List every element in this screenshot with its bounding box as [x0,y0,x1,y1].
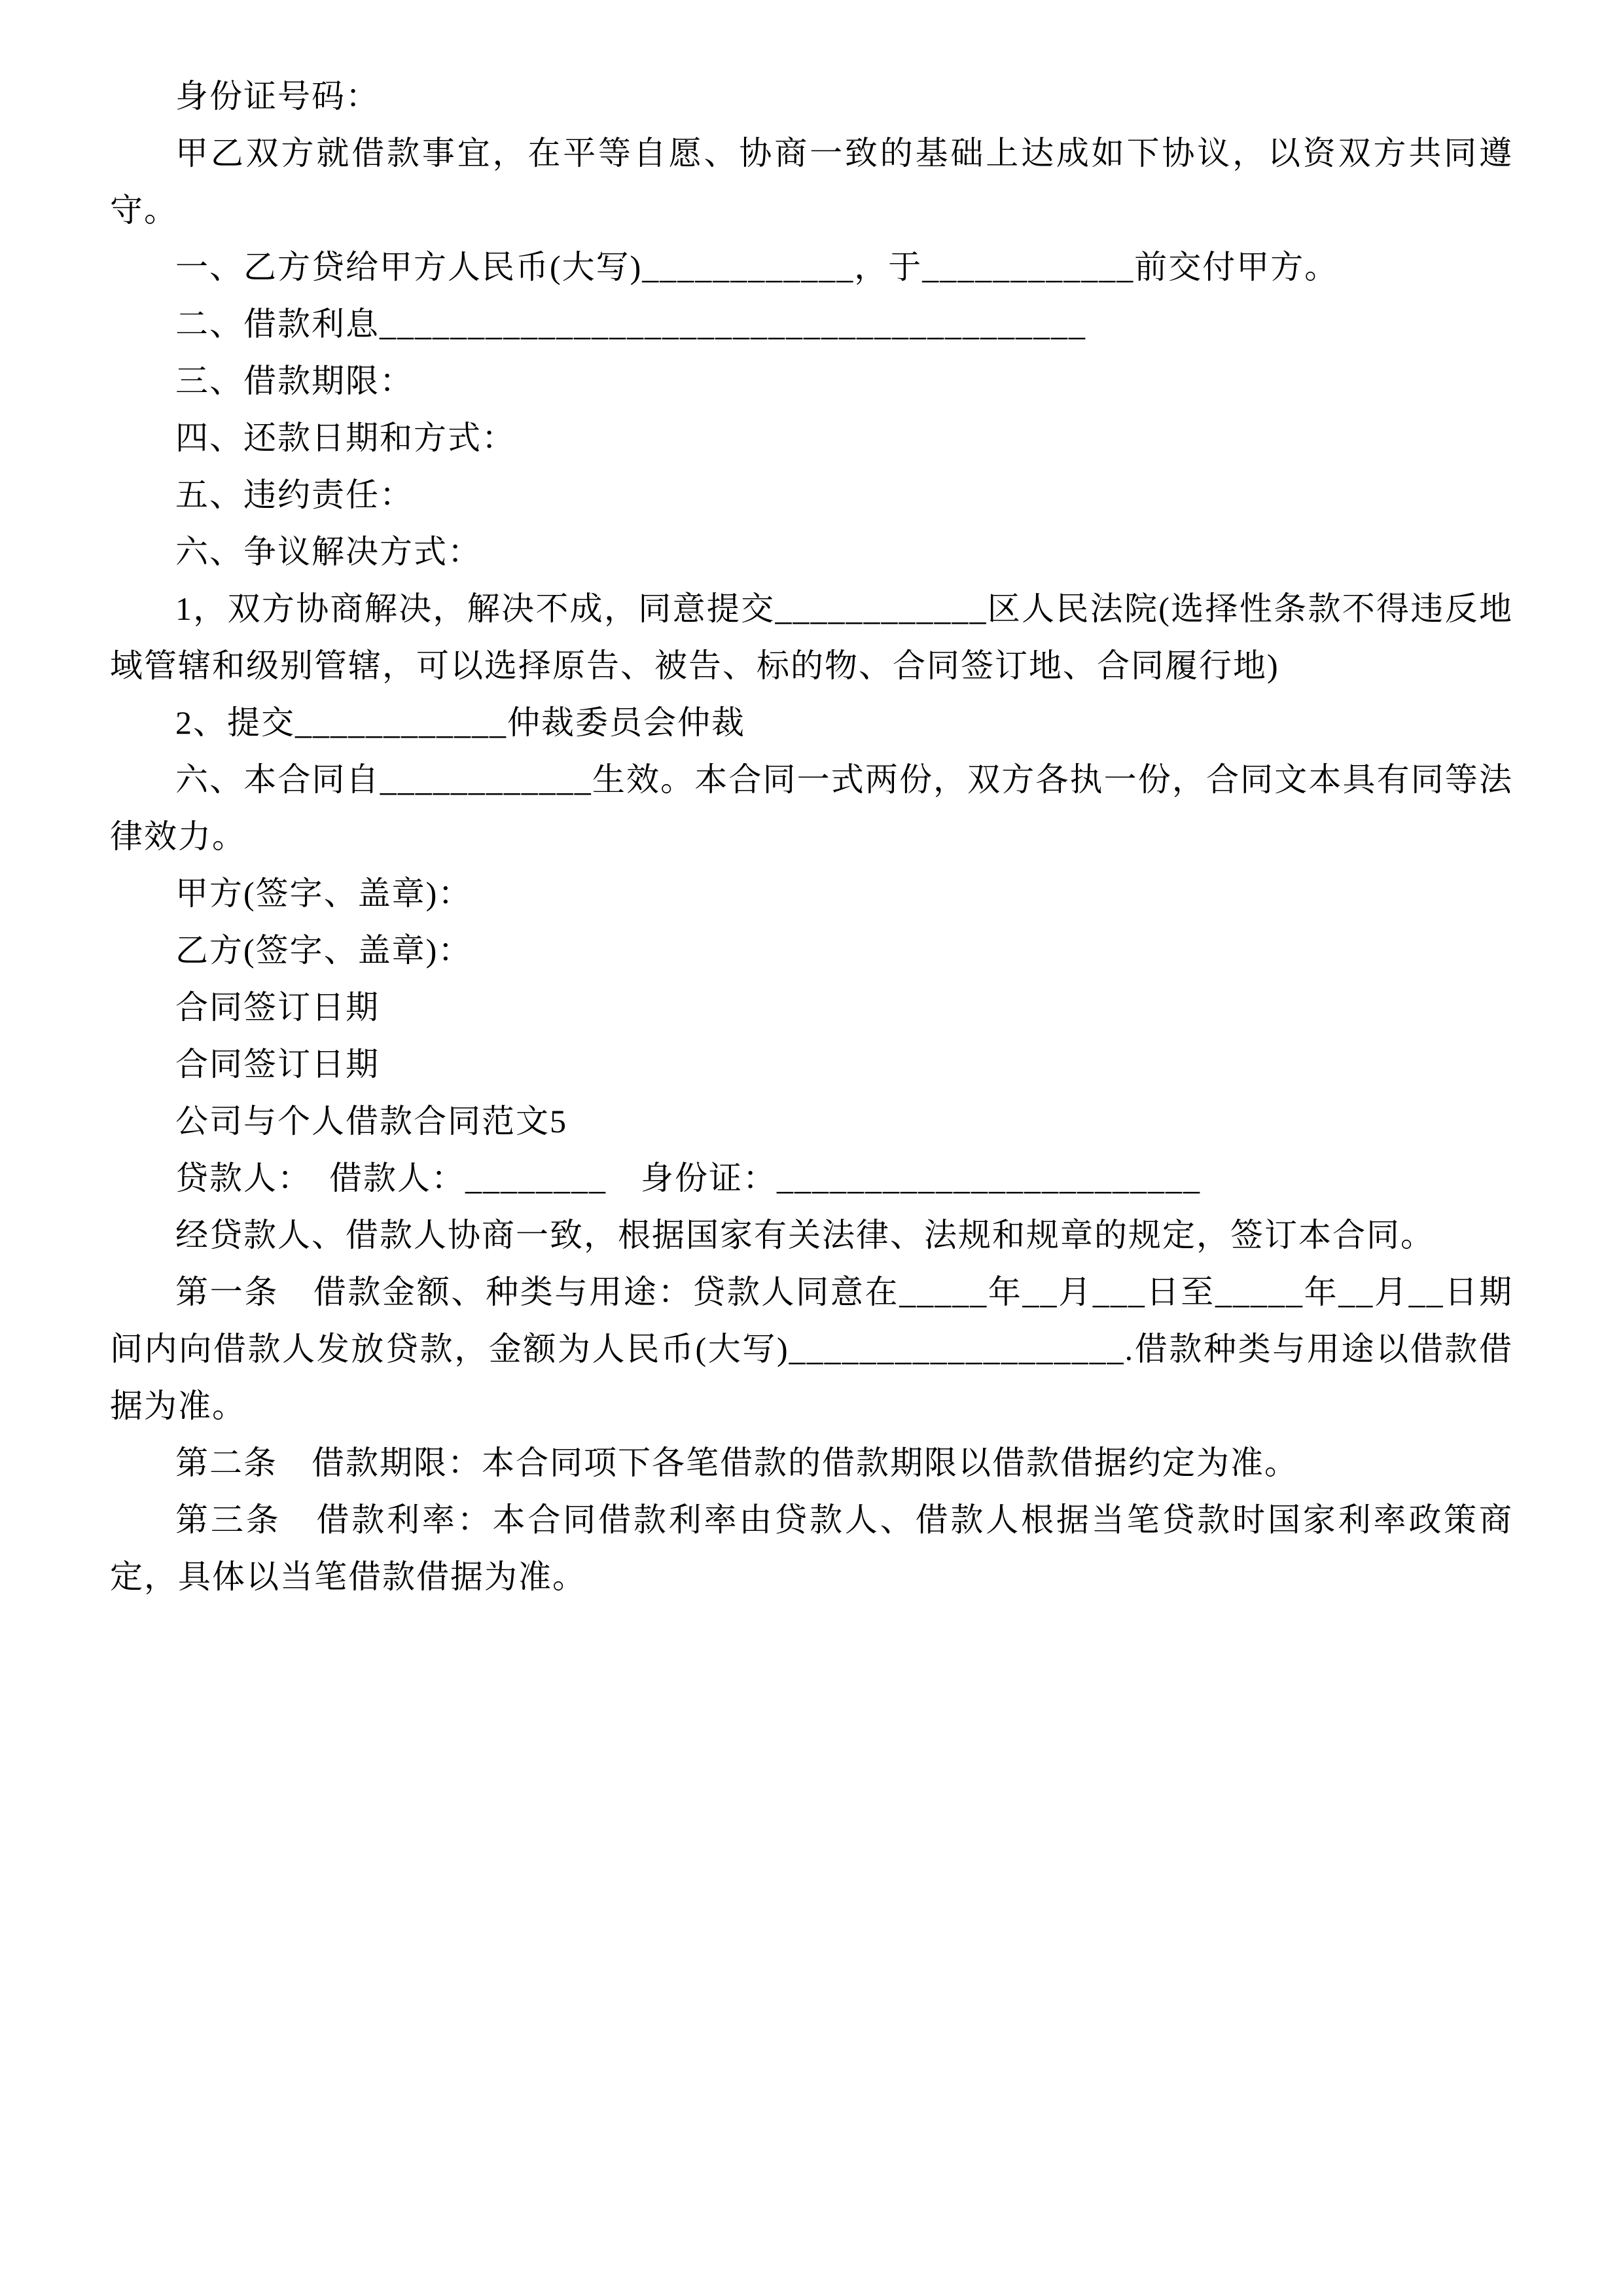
para-clause-5-breach: 五、违约责任： [175,476,414,513]
para-sample-5-heading: 公司与个人借款合同范文5 [175,1103,567,1139]
para-dispute-option-2: 2、提交____________仲裁委员会仲裁 [175,704,745,741]
para-party-b-signature: 乙方(签字、盖章)： [175,932,473,969]
para-clause-6-dispute: 六、争议解决方式： [175,533,482,570]
para-effective-clause: 六、本合同自____________生效。本合同一式两份，双方各执一份，合同文本具有同等法律效力。 [110,761,1513,855]
para-party-a-signature: 甲方(签字、盖章)： [175,875,473,912]
para-article-2: 第二条 借款期限：本合同项下各笔借款的借款期限以借款借据约定为准。 [175,1444,1298,1481]
para-signing-date-2: 合同签订日期 [175,1046,380,1083]
para-preamble: 甲乙双方就借款事宜，在平等自愿、协商一致的基础上达成如下协议，以资双方共同遵守。 [110,135,1513,228]
para-dispute-option-1: 1，双方协商解决，解决不成，同意提交____________区人民法院(选择性条款不得违反地域管辖和级别管辖，可以选择原告、被告、标的物、合同签订地、合同履行地) [110,590,1513,684]
para-lender-borrower-line: 贷款人： 借款人：________ 身份证：________________________ [175,1160,1201,1196]
para-article-1: 第一条 借款金额、种类与用途：贷款人同意在_____年__月___日至_____年__月__日期间内向借款人发放贷款，金额为人民币(大写)___________________.借款种类与用途以借款借据为准。 [110,1274,1513,1424]
para-clause-2-interest: 二、借款利息________________________________________ [175,306,1086,342]
para-clause-1-loan-amount: 一、乙方贷给甲方人民币(大写)____________，于____________前交付甲方。 [175,249,1339,285]
para-clause-4-repayment: 四、还款日期和方式： [175,420,516,456]
para-signing-date-1: 合同签订日期 [175,989,380,1026]
para-agreement-basis: 经贷款人、借款人协商一致，根据国家有关法律、法规和规章的规定，签订本合同。 [175,1217,1435,1253]
para-article-3: 第三条 借款利率：本合同借款利率由贷款人、借款人根据当笔贷款时国家利率政策商定，具体以当笔借款借据为准。 [110,1501,1513,1595]
para-clause-3-term: 三、借款期限： [175,363,414,399]
para-id-number: 身份证号码： [175,78,380,115]
